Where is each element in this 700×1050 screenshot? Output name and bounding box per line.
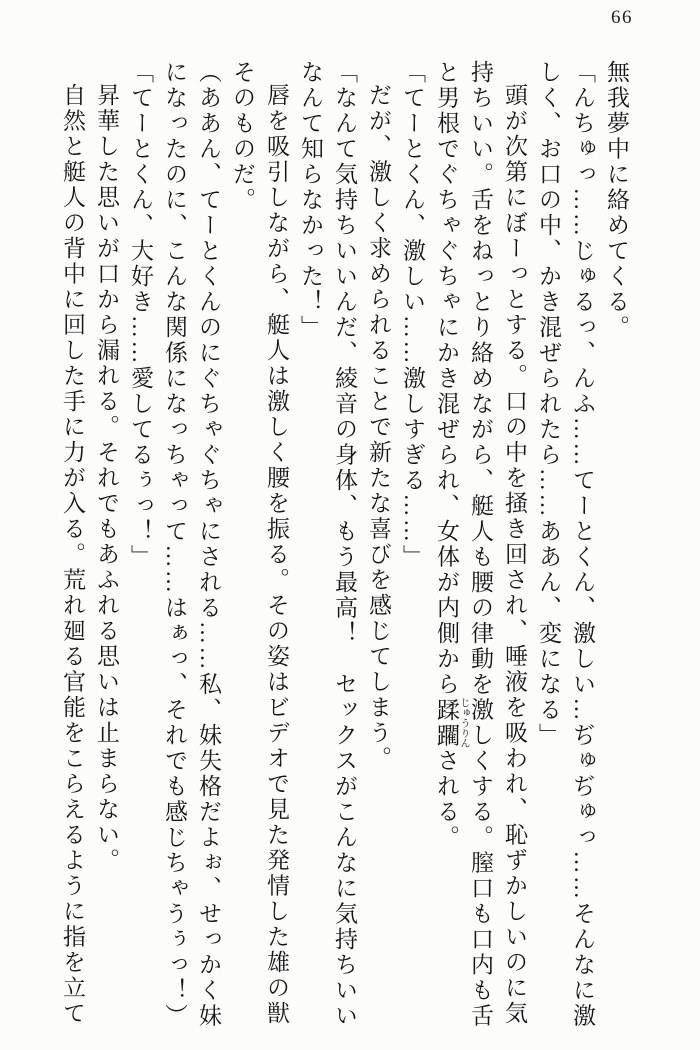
paragraph-dialogue: 「てーとくん、大好き……愛してるぅっ！」	[128, 60, 153, 570]
paragraph-carryover: 無我夢中に絡めてくる。	[604, 60, 629, 341]
paragraph-narration: 自然と艇人の背中に回した手に力が入る。荒れ廻る官能をこらえるように指を立て	[60, 83, 85, 1027]
narration-text: される。	[434, 748, 459, 851]
paragraph-narration: だが、激しく求められることで新たな喜びを感じてしまう。	[366, 83, 391, 772]
narration-text: 頭が次第にぼーっとする。口の中を掻き回され、唾液を吸われ、恥ずかしいのに気持ちいい。舌をねっとり絡めながら、艇人も腰の律動を激しくする。膣口も口内も舌と男根でぐちゃぐちゃにかき混ぜられ、女体が内側から	[434, 60, 527, 1029]
body-text	[55, 60, 633, 1036]
paragraph-narration: 唇を吸引しながら、艇人は激しく腰を振る。その姿はビデオで見た発情した雄の獣そのものだ。	[230, 60, 289, 1027]
ruby-base: 蹂躙	[434, 697, 459, 749]
ruby-furigana: じゅうりん	[458, 697, 469, 749]
paragraph-inner-thought: （ああん、てーとくんのにぐちゃぐちゃにされる……私、妹失格だよぉ、せっかく妹になったのに、こんな関係になっちゃって……はぁっ、それでも感じちゃうぅっ！）	[162, 60, 221, 1029]
ruby-word	[434, 697, 469, 749]
paragraph-narration: 昇華した思いが口から漏れる。それでもあふれる思いは止まらない。	[94, 83, 119, 874]
paragraph-narration	[429, 60, 531, 1036]
paragraph-dialogue: 「んちゅっ……じゅるっ、んふ……てーとくん、激しい…ぢゅぢゅっ……そんなに激しく、お口の中、かき混ぜられたら……ああん、変になる」	[536, 60, 595, 1029]
page-number: 66	[611, 7, 633, 28]
paragraph-dialogue: 「てーとくん、激しい……激しすぎる……」	[400, 60, 425, 570]
paragraph-dialogue: 「なんて気持ちいいんだ、綾音の身体、もう最高！ セックスがこんなに気持ちいいなんて知らなかった！」	[298, 60, 357, 1029]
